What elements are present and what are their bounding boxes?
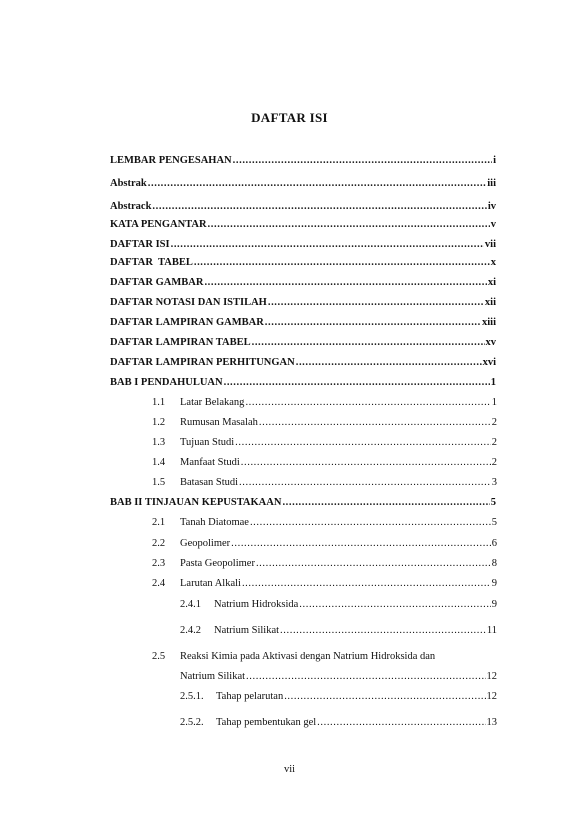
toc-entry-page: xii bbox=[484, 297, 496, 308]
toc-entry-abstrack[interactable] bbox=[110, 200, 496, 213]
toc-entry-1-5[interactable] bbox=[152, 476, 497, 489]
toc-entry-2-5-line2[interactable] bbox=[180, 670, 497, 683]
toc-entry-page: 2 bbox=[491, 457, 497, 468]
toc-entry-label: Manfaat Studi bbox=[180, 457, 240, 468]
toc-entry-2-5-2[interactable] bbox=[180, 716, 497, 729]
toc-entry-2-5-1[interactable] bbox=[180, 690, 497, 703]
toc-entry-1-1[interactable] bbox=[152, 396, 497, 409]
toc-entry-page: 5 bbox=[491, 517, 497, 528]
toc-entry-2-2[interactable] bbox=[152, 537, 497, 550]
toc-entry-label: Natrium Hidroksida bbox=[214, 599, 299, 610]
toc-entry-label: Abstrack bbox=[110, 201, 152, 212]
toc-entry-number: 1.5 bbox=[152, 477, 166, 488]
toc-entry-label: Tujuan Studi bbox=[180, 437, 235, 448]
toc-entry-daftar-notasi[interactable] bbox=[110, 296, 496, 309]
toc-entry-1-2[interactable] bbox=[152, 416, 497, 429]
toc-entry-page: 3 bbox=[491, 477, 497, 488]
toc-entry-number: 2.5.1. bbox=[180, 691, 204, 702]
toc-entry-bab-1[interactable] bbox=[110, 376, 496, 389]
toc-entry-page: xvi bbox=[482, 357, 496, 368]
toc-entry-daftar-isi[interactable] bbox=[110, 238, 496, 251]
toc-entry-label: DAFTAR NOTASI DAN ISTILAH bbox=[110, 297, 267, 308]
toc-entry-2-4[interactable] bbox=[152, 577, 497, 590]
toc-entry-page: 1 bbox=[490, 377, 496, 388]
toc-entry-label: Latar Belakang bbox=[180, 397, 245, 408]
toc-entry-label: BAB II TINJAUAN KEPUSTAKAAN bbox=[110, 497, 282, 508]
toc-entry-number: 1.4 bbox=[152, 457, 166, 468]
toc-entry-number: 2.1 bbox=[152, 517, 166, 528]
toc-entry-label: Geopolimer bbox=[180, 538, 231, 549]
toc-entry-2-5-line1[interactable] bbox=[152, 650, 435, 663]
toc-entry-daftar-gambar[interactable] bbox=[110, 276, 496, 289]
toc-entry-daftar-lampiran-tabel[interactable] bbox=[110, 336, 496, 349]
toc-entry-page: vii bbox=[484, 239, 496, 250]
toc-entry-number: 2.5 bbox=[152, 651, 166, 662]
toc-entry-2-1[interactable] bbox=[152, 516, 497, 529]
toc-entry-daftar-lampiran-gambar[interactable] bbox=[110, 316, 496, 329]
toc-entry-page: 5 bbox=[490, 497, 496, 508]
toc-entry-page: 12 bbox=[486, 691, 497, 702]
toc-entry-2-3[interactable] bbox=[152, 557, 497, 570]
toc-entry-page: 11 bbox=[486, 625, 497, 636]
toc-entry-label: DAFTAR LAMPIRAN GAMBAR bbox=[110, 317, 264, 328]
toc-entry-page: x bbox=[490, 257, 496, 268]
toc-entry-daftar-tabel[interactable] bbox=[110, 256, 496, 269]
toc-entry-label: Batasan Studi bbox=[180, 477, 239, 488]
toc-entry-label: DAFTAR TABEL bbox=[110, 257, 193, 268]
toc-entry-label: Natrium Silikat bbox=[214, 625, 280, 636]
toc-entry-abstrak[interactable] bbox=[110, 177, 496, 190]
toc-entry-1-4[interactable] bbox=[152, 456, 497, 469]
toc-entry-label: DAFTAR ISI bbox=[110, 239, 170, 250]
toc-entry-page: xi bbox=[487, 277, 496, 288]
toc-entry-1-3[interactable] bbox=[152, 436, 497, 449]
toc-entry-label: DAFTAR LAMPIRAN TABEL bbox=[110, 337, 251, 348]
toc-entry-number: 2.4.1 bbox=[180, 599, 201, 610]
toc-entry-label: Tahap pelarutan bbox=[216, 691, 284, 702]
toc-entry-page: 9 bbox=[491, 578, 497, 589]
toc-entry-number: 2.3 bbox=[152, 558, 166, 569]
toc-entry-label-continued: Natrium Silikat bbox=[180, 671, 246, 682]
toc-entry-number: 1.2 bbox=[152, 417, 166, 428]
toc-entry-label: Pasta Geopolimer bbox=[180, 558, 255, 569]
toc-entry-page: 13 bbox=[486, 717, 497, 728]
toc-entry-page: 8 bbox=[491, 558, 497, 569]
page-title: DAFTAR ISI bbox=[251, 110, 328, 125]
toc-entry-label: Rumusan Masalah bbox=[180, 417, 258, 428]
toc-entry-number: 2.4.2 bbox=[180, 625, 201, 636]
toc-entry-daftar-lampiran-perhitungan[interactable] bbox=[110, 356, 496, 369]
toc-entry-page: 1 bbox=[491, 397, 497, 408]
toc-entry-page: 2 bbox=[491, 437, 497, 448]
toc-entry-label: Larutan Alkali bbox=[180, 578, 241, 589]
toc-entry-kata-pengantar[interactable] bbox=[110, 218, 496, 231]
toc-entry-number: 1.3 bbox=[152, 437, 166, 448]
toc-entry-page: v bbox=[490, 219, 496, 230]
toc-entry-page: 12 bbox=[486, 671, 497, 682]
toc-entry-label: Reaksi Kimia pada Aktivasi dengan Natrium Hidroksida dan bbox=[180, 651, 436, 662]
toc-entry-2-4-2[interactable] bbox=[180, 624, 497, 637]
toc-entry-page: 2 bbox=[491, 417, 497, 428]
toc-entry-bab-2[interactable] bbox=[110, 496, 496, 509]
toc-entry-label: DAFTAR GAMBAR bbox=[110, 277, 204, 288]
toc-entry-number: 2.4 bbox=[152, 578, 166, 589]
page-number-footer: vii bbox=[283, 764, 296, 775]
toc-entry-2-4-1[interactable] bbox=[180, 598, 497, 611]
toc-entry-page: i bbox=[493, 155, 496, 166]
toc-entry-number: 2.2 bbox=[152, 538, 166, 549]
toc-entry-label: KATA PENGANTAR bbox=[110, 219, 207, 230]
toc-entry-page: 6 bbox=[491, 538, 497, 549]
toc-entry-lembar-pengesahan[interactable] bbox=[110, 154, 496, 167]
toc-entry-page: iii bbox=[487, 178, 496, 189]
toc-entry-page: 9 bbox=[491, 599, 497, 610]
toc-entry-page: xv bbox=[485, 337, 496, 348]
toc-entry-page: iv bbox=[487, 201, 496, 212]
toc-entry-label: DAFTAR LAMPIRAN PERHITUNGAN bbox=[110, 357, 295, 368]
toc-entry-label: Tahap pembentukan gel bbox=[216, 717, 317, 728]
toc-entry-label: BAB I PENDAHULUAN bbox=[110, 377, 223, 388]
toc-entry-number: 1.1 bbox=[152, 397, 166, 408]
toc-entry-label: Tanah Diatomae bbox=[180, 517, 249, 528]
toc-entry-label: Abstrak bbox=[110, 178, 147, 189]
toc-entry-page: xiii bbox=[481, 317, 496, 328]
toc-entry-label: LEMBAR PENGESAHAN bbox=[110, 155, 232, 166]
toc-entry-number: 2.5.2. bbox=[180, 717, 204, 728]
